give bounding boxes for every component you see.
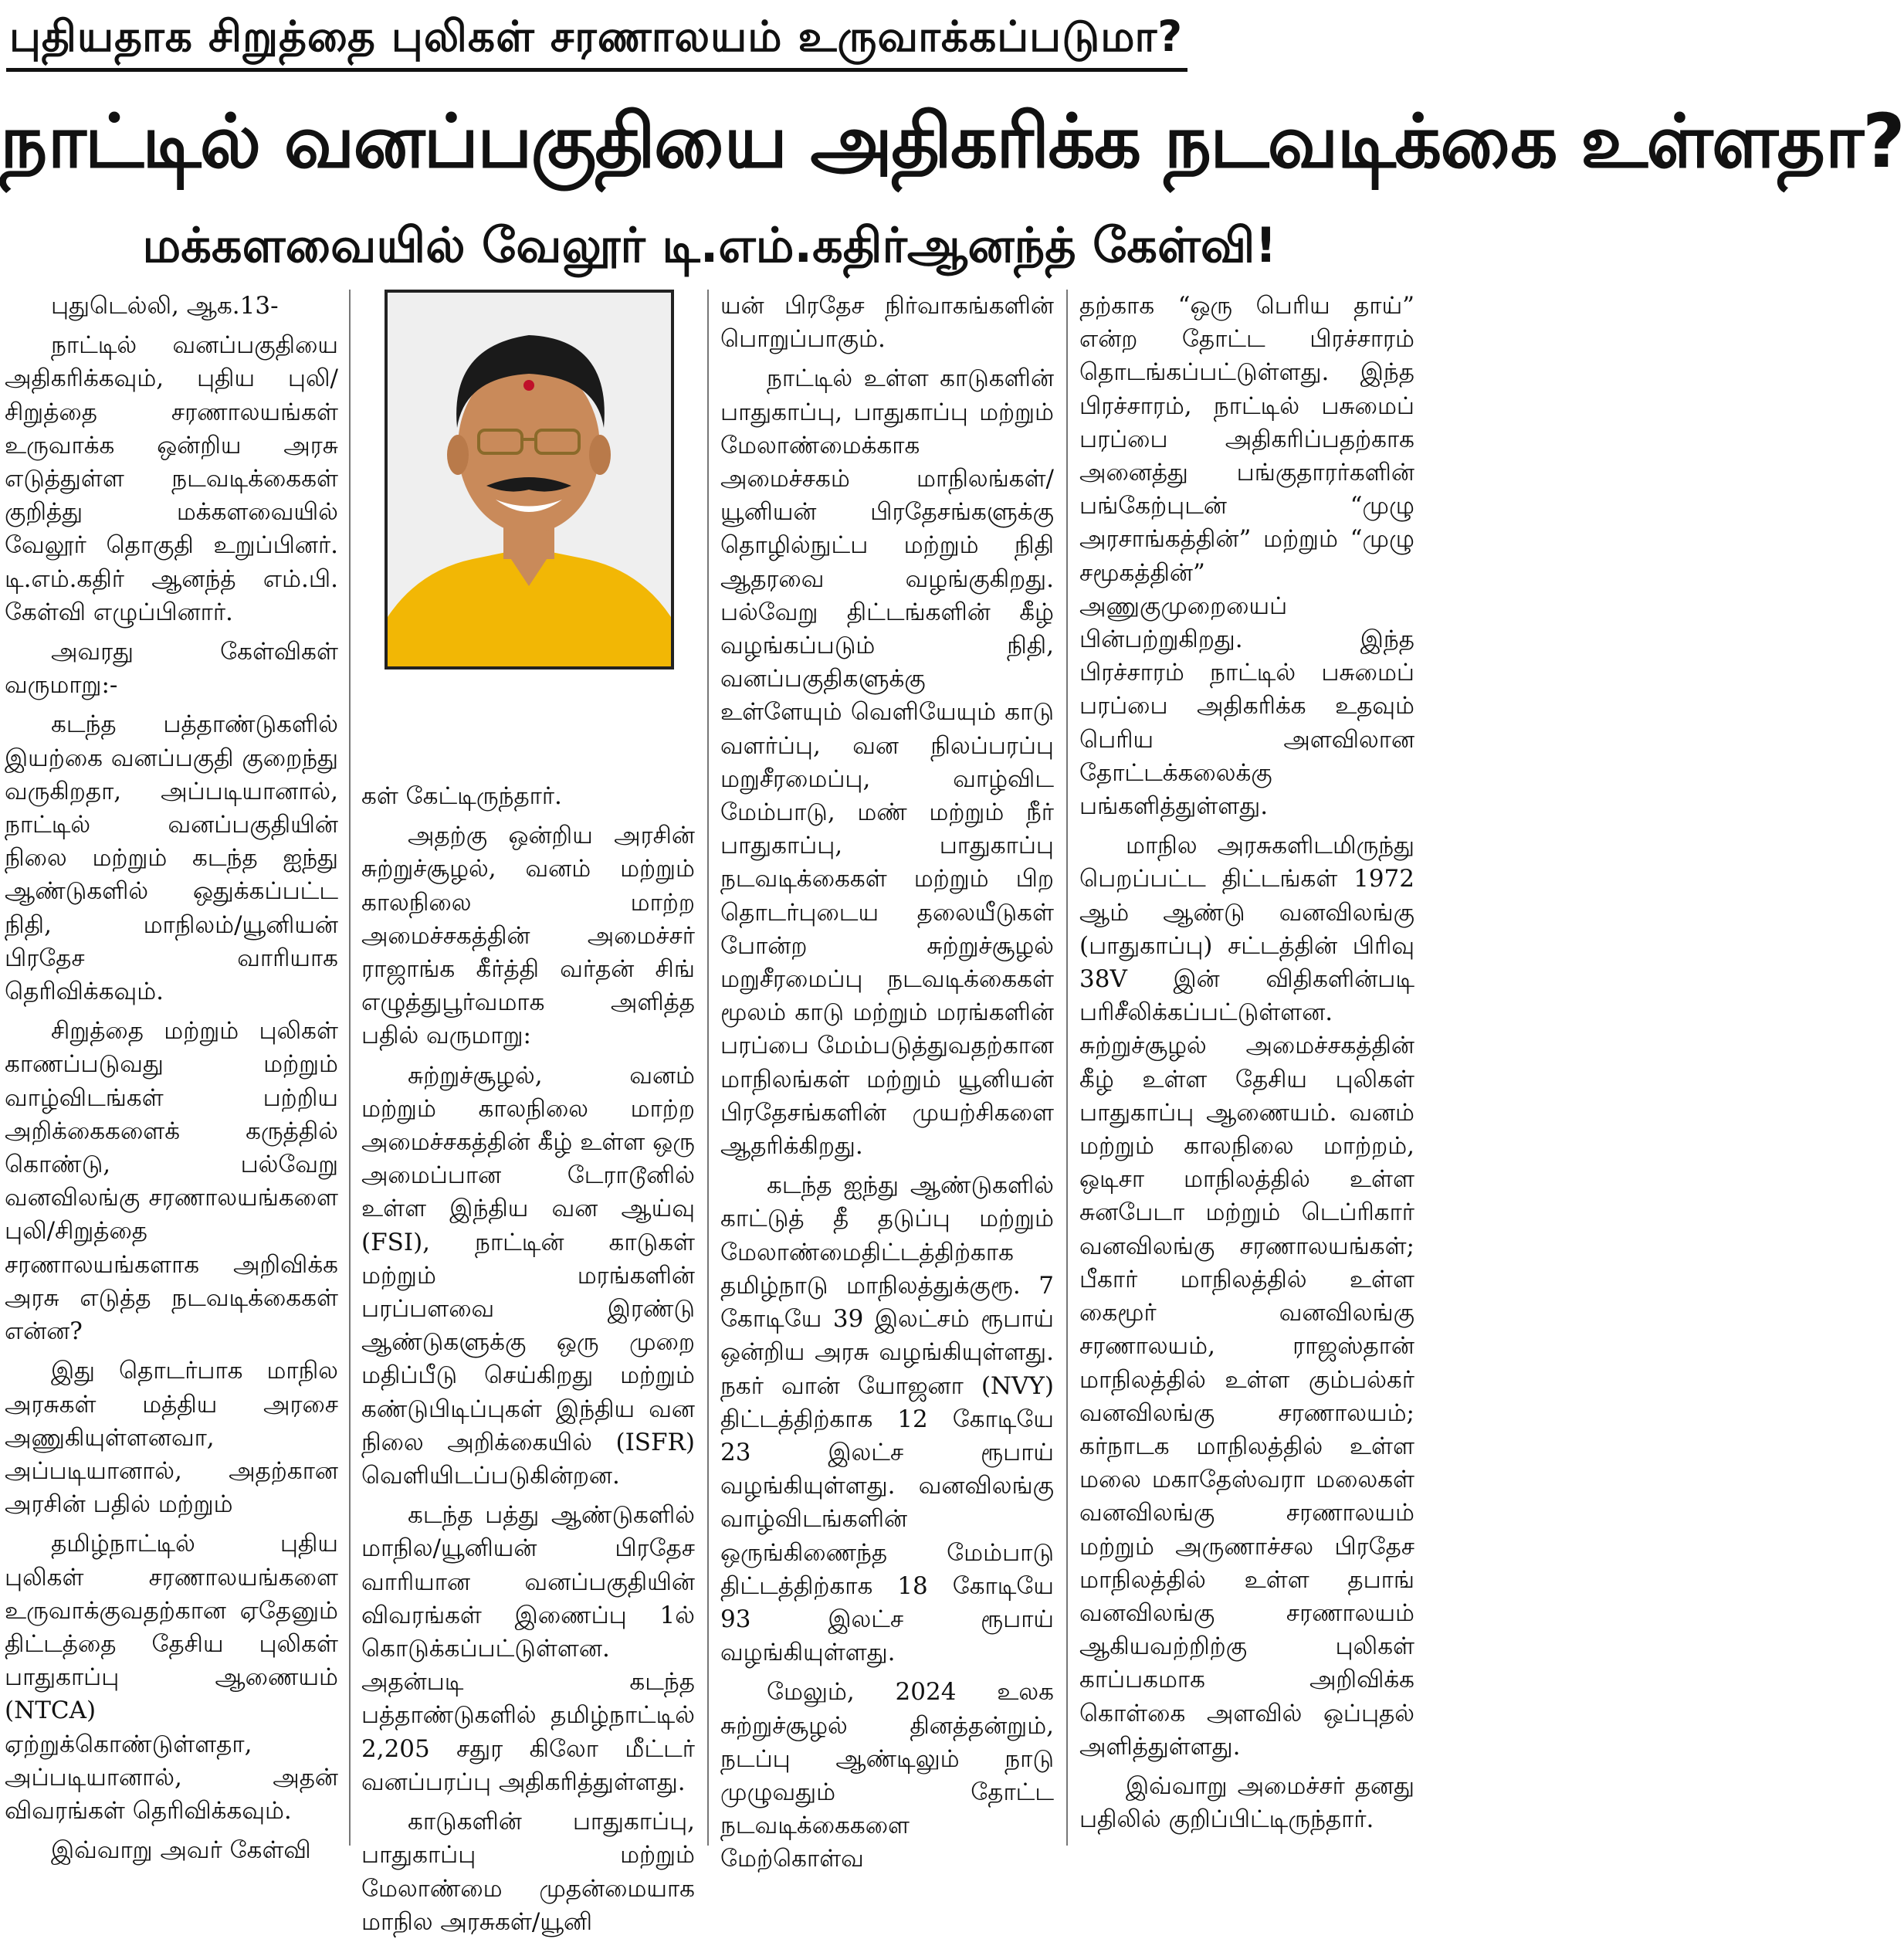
column-rule	[707, 290, 709, 1846]
portrait-photo-icon	[388, 293, 671, 666]
paragraph: இவ்வாறு அமைச்சர் தனது பதிலில் குறிப்பிட்டிருந்தார்.	[1079, 1771, 1414, 1834]
paragraph: சுற்றுச்சூழல், வனம் மற்றும் காலநிலை மாற்ற அமைச்சகத்தின் கீழ் உள்ள ஒரு அமைப்பான டேராடூனில் உள்ள இந்திய வன ஆய்வு (FSI), நாட்டின் காடுகள் மற்றும் மரங்களின் பரப்பளவை இரண்டு ஆண்டுகளுக்கு ஒரு முறை மதிப்பீடு செய்கிறது மற்றும் கண்டுபிடிப்புகள் இந்திய வன நிலை அறிக்கையில் (ISFR) வெளியிடப்படுகின்றன.	[361, 1061, 695, 1490]
paragraph: கடந்த ஐந்து ஆண்டுகளில் காட்டுத் தீ தடுப்பு மற்றும் மேலாண்மைதிட்டத்திற்காக தமிழ்நாடு மாநிலத்துக்குரூ. 7 கோடியே 39 இலட்சம் ரூபாய் ஒன்றிய அரசு வழங்கியுள்ளது. நகர் வான் யோஜனா (NVY) திட்டத்திற்காக 12 கோடியே 23 இலட்ச ரூபாய் வழங்கியுள்ளது. வனவிலங்கு வாழ்விடங்களின் ஒருங்கிணைந்த மேம்பாடு திட்டத்திற்காக 18 கோடியே 93 இலட்ச ரூபாய் வழங்கியுள்ளது.	[720, 1171, 1054, 1667]
headline: நாட்டில் வனப்பகுதியை அதிகரிக்க நடவடிக்கை உள்ளதா?	[0, 98, 1904, 185]
kicker	[0, 0, 1419, 74]
paragraph: நாட்டில் வனப்பகுதியை அதிகரிக்கவும், புதிய புலி/சிறுத்தை சரணாலயங்கள் உருவாக்க ஒன்றிய அரசு எடுத்துள்ள நடவடிக்கைகள் குறித்து மக்களவையில் வேலூர் தொகுதி உறுப்பினர். டி.எம்.கதிர் ஆனந்த் எம்.பி. கேள்வி எழுப்பினார்.	[5, 331, 338, 626]
article-column-2	[361, 780, 695, 1936]
paragraph: கடந்த பத்தாண்டுகளில் இயற்கை வனப்பகுதி குறைந்து வருகிறதா, அப்படியானால், நாட்டில் வனப்பகுதியின் நிலை மற்றும் கடந்த ஐந்து ஆண்டுகளில் ஒதுக்கப்பட்ட நிதி, மாநிலம்/யூனியன் பிரதேச வாரியாக தெரிவிக்கவும்.	[5, 710, 338, 1006]
paragraph: காடுகளின் பாதுகாப்பு, பாதுகாப்பு மற்றும் மேலாண்மை முதன்மையாக மாநில அரசுகள்/யூனி	[361, 1808, 695, 1936]
paragraph: மாநில அரசுகளிடமிருந்து பெறப்பட்ட திட்டங்கள் 1972 ஆம் ஆண்டு வனவிலங்கு (பாதுகாப்பு) சட்டத்தின் பிரிவு 38V இன் விதிகளின்படி பரிசீலிக்கப்பட்டுள்ளன. சுற்றுச்சூழல் அமைச்சகத்தின் கீழ் உள்ள தேசிய புலிகள் பாதுகாப்பு ஆணையம். வனம் மற்றும் காலநிலை மாற்றம், ஒடிசா மாநிலத்தில் உள்ள சுனபேடா மற்றும் டெப்ரிகார் வனவிலங்கு சரணாலயங்கள்; பீகார் மாநிலத்தில் உள்ள கைமூர் வனவிலங்கு சரணாலயம், ராஜஸ்தான் மாநிலத்தில் உள்ள கும்பல்கர் வனவிலங்கு சரணாலயம்; கர்நாடக மாநிலத்தில் உள்ள மலை மகாதேஸ்வரா மலைகள் வனவிலங்கு சரணாலயம் மற்றும் அருணாச்சல பிரதேச மாநிலத்தில் உள்ள தபாங் வனவிலங்கு சரணாலயம் ஆகியவற்றிற்கு புலிகள் காப்பகமாக அறிவிக்க கொள்கை அளவில் ஒப்புதல் அளித்துள்ளது.	[1079, 832, 1414, 1761]
kicker-text: புதியதாக சிறுத்தை புலிகள் சரணாலயம் உருவாக்கப்படுமா?	[9, 12, 1184, 61]
paragraph: கடந்த பத்து ஆண்டுகளில் மாநில/யூனியன் பிரதேச வாரியான வனப்பகுதியின் விவரங்கள் இணைப்பு 1ல் கொடுக்கப்பட்டுள்ளன. அதன்படி கடந்த பத்தாண்டுகளில் தமிழ்நாட்டில் 2,205 சதுர கிலோ மீட்டர் வனப்பரப்பு அதிகரித்துள்ளது.	[361, 1501, 695, 1796]
paragraph: இது தொடர்பாக மாநில அரசுகள் மத்திய அரசை அணுகியுள்ளனவா, அப்படியானால், அதற்கான அரசின் பதில் மற்றும்	[5, 1357, 338, 1519]
paragraph: சிறுத்தை மற்றும் புலிகள் காணப்படுவது மற்றும் வாழ்விடங்கள் பற்றிய அறிக்கைகளைக் கருத்தில் கொண்டு, பல்வேறு வனவிலங்கு சரணாலயங்களை புலி/சிறுத்தை சரணாலயங்களாக அறிவிக்க அரசு எடுத்த நடவடிக்கைகள் என்ன?	[5, 1017, 338, 1346]
column-rule	[349, 290, 351, 1846]
article-column-1	[5, 290, 338, 1865]
kicker-underline	[6, 68, 1187, 72]
paragraph: தற்காக “ஒரு பெரிய தாய்” என்ற தோட்ட பிரச்சாரம் தொடங்கப்பட்டுள்ளது. இந்த பிரச்சாரம், நாட்டில் பசுமைப் பரப்பை அதிகரிப்பதற்காக அனைத்து பங்குதாரர்களின் பங்கேற்புடன் “முழு அரசாங்கத்தின்” மற்றும் “முழு சமூகத்தின்” அணுகுமுறையைப் பின்பற்றுகிறது. இந்த பிரச்சாரம் நாட்டில் பசுமைப் பரப்பை அதிகரிக்க உதவும் பெரிய அளவிலான தோட்டக்கலைக்கு பங்களித்துள்ளது.	[1079, 292, 1414, 821]
article-column-4	[1079, 290, 1414, 1846]
portrait-photo	[385, 290, 674, 669]
subheadline: மக்களவையில் வேலூர் டி.எம்.கதிர்ஆனந்த் கேள்வி!	[142, 217, 1277, 273]
column-rule	[1066, 290, 1068, 1846]
paragraph: கள் கேட்டிருந்தார்.	[361, 782, 562, 810]
dateline: புதுடெல்லி, ஆக.13-	[51, 292, 279, 320]
paragraph: தமிழ்நாட்டில் புதிய புலிகள் சரணாலயங்களை உருவாக்குவதற்கான ஏதேனும் திட்டத்தை தேசிய புலிகள் பாதுகாப்பு ஆணையம் (NTCA) ஏற்றுக்கொண்டுள்ளதா, அப்படியானால், அதன் விவரங்கள் தெரிவிக்கவும்.	[5, 1530, 338, 1825]
paragraph: அவரது கேள்விகள் வருமாறு:-	[5, 638, 338, 700]
paragraph: மேலும், 2024 உலக சுற்றுச்சூழல் தினத்தன்றும், நடப்பு ஆண்டிலும் நாடு முழுவதும் தோட்ட நடவடிக்கைகளை மேற்கொள்வ	[720, 1678, 1054, 1873]
paragraph: அதற்கு ஒன்றிய அரசின் சுற்றுச்சூழல், வனம் மற்றும் காலநிலை மாற்ற அமைச்சகத்தின் அமைச்சர் ராஜாங்க கீர்த்தி வர்தன் சிங் எழுத்துபூர்வமாக அளித்த பதில் வருமாறு:	[361, 822, 695, 1050]
article-column-3	[720, 290, 1054, 1873]
paragraph: நாட்டில் உள்ள காடுகளின் பாதுகாப்பு, பாதுகாப்பு மற்றும் மேலாண்மைக்காக அமைச்சகம் மாநிலங்கள்/யூனியன் பிரதேசங்களுக்கு தொழில்நுட்ப மற்றும் நிதி ஆதரவை வழங்குகிறது. பல்வேறு திட்டங்களின் கீழ் வழங்கப்படும் நிதி, வனப்பகுதிகளுக்கு உள்ளேயும் வெளியேயும் காடு வளர்ப்பு, வன நிலப்பரப்பு மறுசீரமைப்பு, வாழ்விட மேம்பாடு, மண் மற்றும் நீர் பாதுகாப்பு, பாதுகாப்பு நடவடிக்கைகள் மற்றும் பிற தொடர்புடைய தலையீடுகள் போன்ற சுற்றுச்சூழல் மறுசீரமைப்பு நடவடிக்கைகள் மூலம் காடு மற்றும் மரங்களின் பரப்பை மேம்படுத்துவதற்கான மாநிலங்கள் மற்றும் யூனியன் பிரதேசங்களின் முயற்சிகளை ஆதரிக்கிறது.	[720, 364, 1054, 1161]
paragraph: இவ்வாறு அவர் கேள்வி	[51, 1836, 311, 1865]
paragraph: யன் பிரதேச நிர்வாகங்களின் பொறுப்பாகும்.	[720, 292, 1054, 354]
